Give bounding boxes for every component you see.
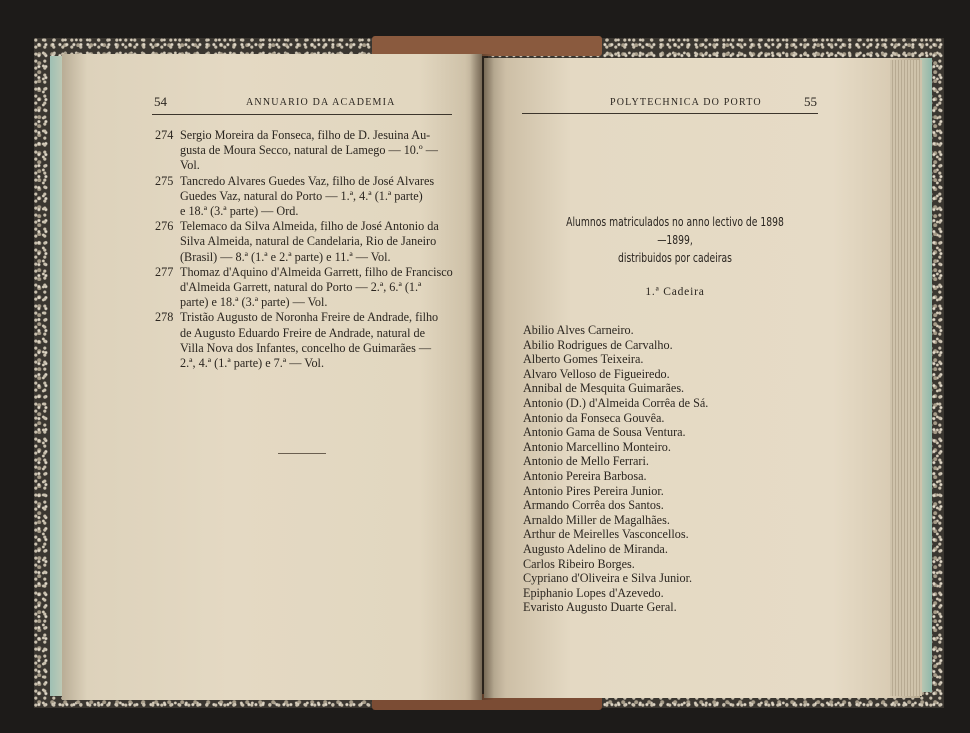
entry-line: Sergio Moreira da Fonseca, filho de D. Jesuina Au-	[180, 128, 431, 142]
page-stack-right	[890, 60, 922, 696]
student-name: Antonio Marcellino Monteiro.	[523, 439, 671, 454]
right-running-head: POLYTECHNICA DO PORTO	[610, 97, 762, 108]
entry-line: de Augusto Eduardo Freire de Andrade, natural de	[180, 325, 426, 340]
student-name: Antonio Pires Pereira Junior.	[523, 483, 664, 498]
student-name: Armando Corrêa dos Santos.	[523, 498, 664, 513]
entry-line: 2.ª, 4.ª (1.ª parte) e 7.ª — Vol.	[180, 356, 324, 371]
student-name: Alvaro Velloso de Figueiredo.	[523, 366, 670, 381]
entry-line: Tristão Augusto de Noronha Freire de Andrade, filho	[180, 310, 439, 325]
left-page-number: 54	[154, 94, 167, 109]
entry-line: Silva Almeida, natural de Candelaria, Rio de Janeiro	[180, 234, 437, 249]
entry-275	[150, 174, 456, 220]
entry-line: gusta de Moura Secco, natural de Lamego — 10.º —	[180, 143, 438, 158]
student-name: Antonio da Fonseca Gouvêa.	[523, 410, 665, 425]
student-name: Cypriano d'Oliveira e Silva Junior.	[523, 571, 693, 586]
end-rule	[278, 453, 326, 454]
book-gutter	[470, 54, 494, 700]
entry-line: Guedes Vaz, natural do Porto — 1.ª, 4.ª (1.ª parte)	[180, 188, 423, 203]
student-name: Abilio Alves Carneiro.	[523, 323, 634, 337]
entry-line: Villa Nova dos Infantes, concelho de Guimarães —	[180, 340, 432, 355]
entry-line: Thomaz d'Aquino d'Almeida Garrett, filho de Francisco	[180, 264, 453, 279]
entry-number: 275	[155, 173, 174, 188]
entry-number: 278	[155, 310, 174, 325]
left-header-rule	[152, 114, 452, 115]
section-heading	[564, 213, 785, 267]
entry-number: 276	[155, 219, 174, 234]
section-heading-line2: distribuidos por cadeiras	[618, 250, 732, 265]
student-name: Antonio Pereira Barbosa.	[523, 468, 647, 483]
entry-274	[150, 128, 456, 174]
student-name: Antonio de Mello Ferrari.	[523, 454, 649, 469]
student-name: Abilio Rodrigues de Carvalho.	[523, 337, 673, 352]
right-page-number: 55	[804, 94, 817, 109]
student-name: Alberto Gomes Teixeira.	[523, 352, 644, 367]
left-running-head: ANNUARIO DA ACADEMIA	[246, 97, 396, 108]
student-name: Antonio (D.) d'Almeida Corrêa de Sá.	[523, 395, 709, 410]
student-name: Carlos Ribeiro Borges.	[523, 556, 635, 571]
student-name: Antonio Gama de Sousa Ventura.	[523, 425, 686, 440]
student-name-list	[523, 323, 823, 615]
entry-line: d'Almeida Garrett, natural do Porto — 2.ª, 6.ª (1.ª	[180, 280, 422, 295]
entry-list	[150, 128, 456, 371]
entry-number: 277	[155, 264, 174, 279]
book-spine-top	[372, 36, 602, 56]
student-name: Evaristo Augusto Duarte Geral.	[523, 600, 677, 615]
entry-276	[150, 219, 456, 265]
right-header-rule	[522, 113, 818, 114]
student-name: Arnaldo Miller de Magalhães.	[523, 512, 670, 527]
entry-line: Vol.	[180, 158, 200, 173]
cadeira-subheading: 1.ª Cadeira	[645, 286, 705, 298]
entry-line: (Brasil) — 8.ª (1.ª e 2.ª parte) e 11.ª — Vol.	[180, 249, 391, 264]
entry-278	[150, 310, 456, 371]
entry-line: parte) e 18.ª (3.ª parte) — Vol.	[180, 295, 328, 310]
entry-line: e 18.ª (3.ª parte) — Ord.	[180, 204, 299, 219]
student-name: Augusto Adelino de Miranda.	[523, 541, 668, 556]
entry-line: Telemaco da Silva Almeida, filho de José Antonio da	[180, 219, 439, 234]
student-name: Annibal de Mesquita Guimarães.	[523, 381, 685, 396]
student-name: Arthur de Meirelles Vasconcellos.	[523, 527, 689, 542]
section-heading-line1: Alumnos matriculados no anno lectivo de 1898—1899,	[566, 214, 784, 247]
entry-277	[150, 265, 456, 311]
entry-line: Tancredo Alvares Guedes Vaz, filho de José Alvares	[180, 173, 435, 188]
student-name: Epiphanio Lopes d'Azevedo.	[523, 585, 664, 600]
entry-number: 274	[155, 128, 174, 142]
